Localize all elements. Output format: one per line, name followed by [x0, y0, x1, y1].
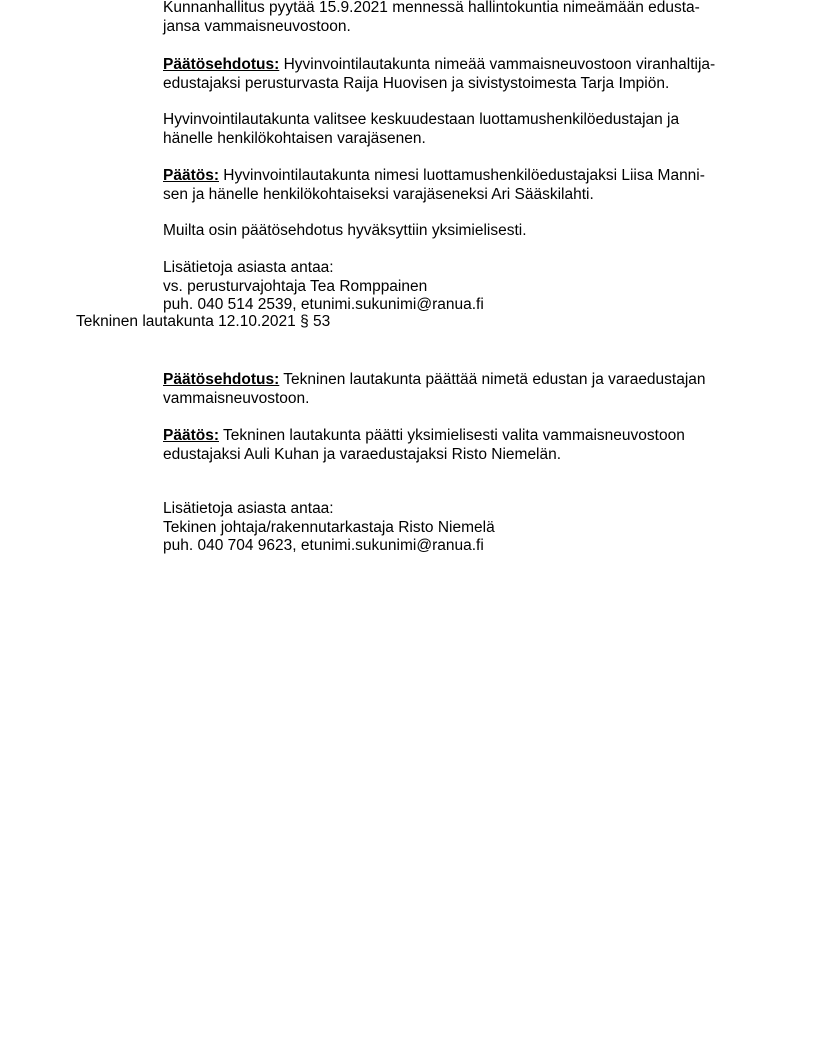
- contact-line: vs. perusturvajohtaja Tea Romppainen: [163, 277, 428, 295]
- proposal-text: Tekninen lautakunta päättää nimetä edustan ja varaedustajan: [279, 371, 706, 388]
- intro-line: jansa vammaisneuvostoon.: [163, 17, 351, 35]
- proposal-line: edustajaksi perusturvasta Raija Huovisen ja sivistystoimesta Tarja Impiön.: [163, 74, 670, 92]
- hyvinvointi-contact-info: [163, 259, 753, 315]
- proposal-line: [163, 56, 753, 75]
- hyvinvointi-proposal-paragraph: [163, 56, 753, 93]
- tekninen-proposal-paragraph: [163, 371, 753, 408]
- intro-line: Kunnanhallitus pyytää 15.9.2021 mennessä hallintokuntia nimeämään edusta-: [163, 0, 700, 16]
- intro-paragraph: [163, 0, 753, 36]
- decision-text: Hyvinvointilautakunta nimesi luottamushenkilöedustajaksi Liisa Manni-: [219, 167, 705, 184]
- tekninen-contact-info: [163, 500, 753, 556]
- tekninen-heading: Tekninen lautakunta 12.10.2021 § 53: [76, 313, 331, 330]
- decision-label: Päätös:: [163, 167, 219, 184]
- decision-line: [163, 167, 753, 186]
- selection-paragraph: [163, 111, 753, 148]
- contact-line: Lisätietoja asiasta antaa:: [163, 259, 334, 276]
- contact-line: Lisätietoja asiasta antaa:: [163, 500, 334, 517]
- proposal-line: [163, 371, 753, 390]
- selection-line: Hyvinvointilautakunta valitsee keskuudestaan luottamushenkilöedustajan ja: [163, 111, 680, 128]
- contact-line: Tekinen johtaja/rakennutarkastaja Risto Niemelä: [163, 518, 495, 536]
- decision-line: [163, 427, 753, 446]
- hyvinvointi-decision-paragraph: [163, 167, 753, 204]
- decision-text: Tekninen lautakunta päätti yksimielisesti valita vammaisneuvostoon: [219, 427, 685, 444]
- contact-line: puh. 040 514 2539, etunimi.sukunimi@ranua.fi: [163, 296, 484, 313]
- proposal-label: Päätösehdotus:: [163, 371, 280, 388]
- decision-label: Päätös:: [163, 427, 219, 444]
- contact-line: puh. 040 704 9623, etunimi.sukunimi@ranua.fi: [163, 537, 484, 554]
- proposal-line: vammaisneuvostoon.: [163, 389, 310, 407]
- proposal-text: Hyvinvointilautakunta nimeää vammaisneuvostoon viranhaltija-: [279, 56, 716, 73]
- other-line: Muilta osin päätösehdotus hyväksyttiin yksimielisesti.: [163, 222, 527, 239]
- selection-line: hänelle henkilökohtaisen varajäsenen.: [163, 129, 426, 147]
- other-paragraph: [163, 222, 753, 241]
- decision-line: edustajaksi Auli Kuhan ja varaedustajaksi Risto Niemelän.: [163, 445, 562, 463]
- decision-line: sen ja hänelle henkilökohtaiseksi varajäseneksi Ari Sääskilahti.: [163, 185, 594, 203]
- tekninen-decision-paragraph: [163, 427, 753, 464]
- proposal-label: Päätösehdotus:: [163, 56, 280, 73]
